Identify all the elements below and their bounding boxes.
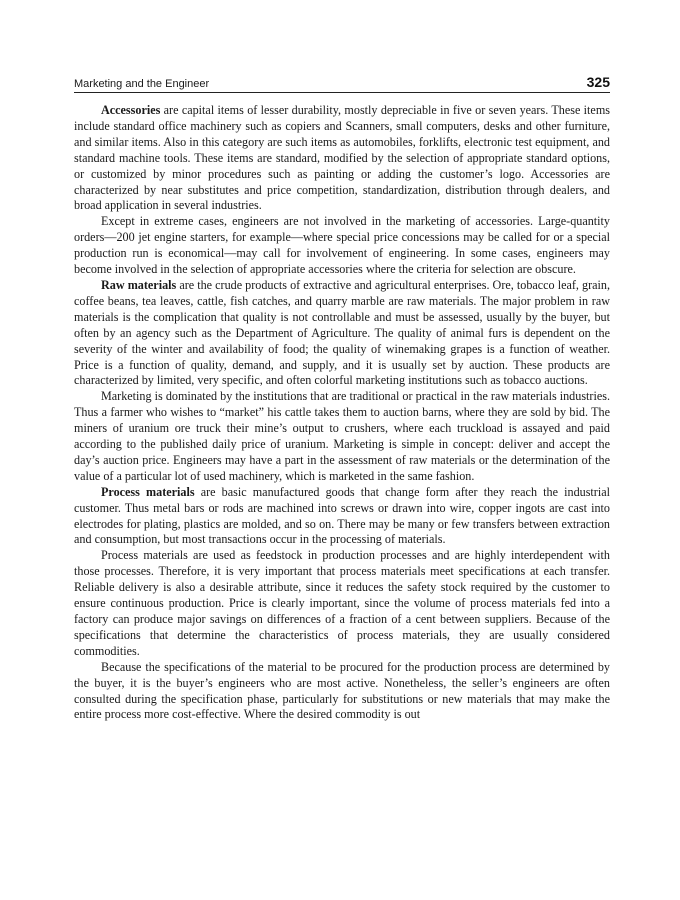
term-accessories: Accessories: [101, 103, 161, 117]
page: [74, 70, 610, 723]
term-raw-materials: Raw materials: [101, 277, 177, 292]
paragraph-process-materials: [74, 485, 610, 549]
paragraph-text: Marketing is dominated by the institutions that are traditional or practical in the raw materials industries. Thus a farmer who wishes to “market” his cattle takes them to auction barns, where they are sold by bid. The miners of uranium ore truck their mine’s output to crushers, where each truckload is assayed and paid according to the published daily price of uranium. Marketing is simple in concept: deliver and accept the day’s auction price. Engineers may have a part in the assessment of raw materials or the determination of the value of a particular lot of used machinery, which is marketed in the same fashion.: [74, 389, 610, 483]
body-text: [74, 103, 610, 723]
paragraph-process-materials-feedstock: [74, 548, 610, 659]
running-title: Marketing and the Engineer: [74, 78, 210, 90]
paragraph-text: are the crude products of extractive and agricultural enterprises. Ore, tobacco leaf, grain, coffee beans, tea leaves, cattle, fish catches, and quarry marble are raw materials. The major problem in raw materials is the complication that quality is not controllable and must be assessed, usually by the buyer, but often by an agency such as the Department of Agriculture. The quality of animal furs is dependent on the severity of the winter and availability of food; the quality of winemaking grapes is a function of weather. Price is a function of quality, demand, and supply, and it is usually set by auction. These products are characterized by limited, very specific, and often colorful marketing institutions such as tobacco auctions.: [74, 277, 610, 388]
paragraph-accessories: [74, 103, 610, 214]
paragraph-text: are basic manufactured goods that change form after they reach the industrial customer. Thus metal bars or rods are machined into screws or drawn into wire, copper ingots are cast into electrodes for plating, plastics are molded, and so on. There may be many or few transfers between extraction and consumption, but most transactions occur in the processing of materials.: [74, 484, 610, 547]
paragraph-text: Process materials are used as feedstock in production processes and are highly interdependent with those processes. Therefore, it is very important that process materials meet specifications at each transfer. Reliable delivery is also a desirable attribute, since it reduces the safety stock required by the customer to ensure continuous production. Price is clearly important, since the volume of process materials fed into a factory can produce major savings on differences of a fraction of a cent between suppliers. Because of the specifications that determine the characteristics of process materials, they are usually considered commodities.: [74, 548, 610, 658]
paragraph-process-materials-specification: [74, 660, 610, 724]
page-number: 325: [586, 74, 610, 90]
running-head: [74, 70, 610, 93]
paragraph-raw-materials-marketing: [74, 389, 610, 484]
paragraph-text: Because the specifications of the material to be procured for the production process are determined by the buyer, it is the buyer’s engineers who are most active. Nonetheless, the seller’s engineers are often consulted during the specification phase, particularly for substitutions or new materials that may make the entire process more cost-effective. Where the desired commodity is out: [74, 659, 610, 722]
paragraph-text: are capital items of lesser durability, mostly depreciable in five or seven years. These items include standard office machinery such as copiers and Scanners, small computers, desks and other furniture, and similar items. Also in this category are such items as automobiles, forklifts, electronic test equipment, and standard machine tools. These items are standard, modified by the selection of appropriate standard options, or customized by minor procedures such as painting or adding the customer’s logo. Accessories are characterized by near substitutes and price competition, standardization, distribution through dealers, and broad application in several industries.: [74, 103, 610, 213]
paragraph-accessories-engineering: [74, 214, 610, 278]
paragraph-text: Except in extreme cases, engineers are not involved in the marketing of accessories. Large-quantity orders—200 jet engine starters, for example—where special price concessions may be called for or a special production run is economical—may call for involvement of engineering. In some cases, engineers may become involved in the selection of appropriate accessories where the criteria for selection are obscure.: [74, 214, 610, 277]
term-process-materials: Process materials: [101, 484, 195, 499]
paragraph-raw-materials: [74, 278, 610, 389]
